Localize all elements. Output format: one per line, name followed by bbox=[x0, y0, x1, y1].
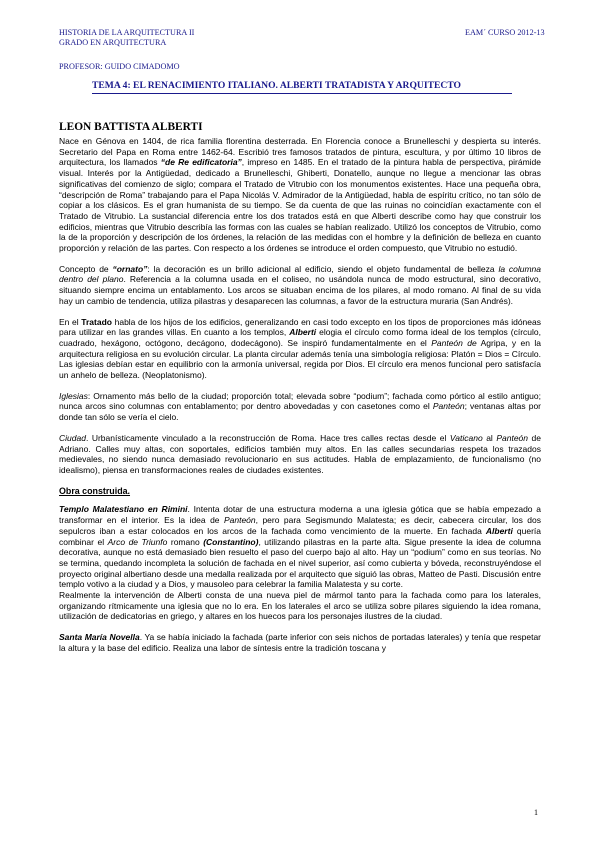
school-year: EAM´ CURSO 2012-13 bbox=[465, 28, 545, 37]
works-heading: Obra construida. bbox=[59, 485, 131, 496]
theme-underline bbox=[92, 93, 512, 94]
paragraph-rimini: Templo Malatestiano en Rimini. Intenta dotar de una estructura moderna a una iglesia gótica que se había empezado a transformar en el interior. Es la idea de Panteón, pero para Segismundo Malatesta; es decir, cabecera circular, los dos sepulcros iban a estar colocados en los arcos de la fachada como vencimiento de la muerte. En fachada Alberti quería combinar el Arco de Triunfo romano (Constantino), utilizando pilastras en la parte alta. Sigue presente la idea de columna decorativa, aunque no está demasiado bien resuelto el paso del cuerpo bajo al alto. Hay un “podium” como en sus teorías. No se termina, quedando incompleta la solución de fachada en el nivel superior, así como cubierta y bóveda, reconstruyéndose el proyecto original albertiano desde una medalla realizada por el arquitecto que siguió las obras, Matteo de Pasti. Discusión entre templo votivo a la ciudad y a Dios, y mausoleo para celebrar la familia Malatesta y su corte. bbox=[59, 504, 541, 590]
paragraph-ornato: Concepto de “ornato”: la decoración es un brillo adicional al edificio, siendo el objeto fundamental de belleza la columna dentro del plano. Referencia a la columna usada en el coliseo, no usándola nunca de modo estructural, sino decorativo, situando siempre encima un entablamento. Los arcos se situaban encima de los pilares, al modo romano. Al final de su vida hay un cambio de tendencia, utiliza pilastras y desaparecen las columnas, a favor de la estructura muraria (San Andrés). bbox=[59, 263, 541, 306]
paragraph-rimini-marble: Realmente la intervención de Alberti consta de una nueva piel de mármol tanto para la fachada como para los laterales, organizando rítmicamente una iglesia que no lo era. En los laterales el arco se utiliza sobre pilares siguiendo la idea romana, utilización de dedicatorias en griego, y altares en los huecos para los personajes ilustres de la ciudad. bbox=[59, 590, 541, 622]
course-header bbox=[59, 28, 194, 48]
section-title: LEON BATTISTA ALBERTI bbox=[59, 121, 203, 133]
paragraph-ciudad: Ciudad. Urbanísticamente vinculado a la reconstrucción de Roma. Hace tres calles rectas desde el Vaticano al Panteón de Adriano. Calles muy altas, con soportales, edificios también muy altos. En las calles secundarias respeta los trazados medievales, no siendo nunca demasiado revolucionario en sus actitudes. Habla de emplazamiento, de funcionalismo (no idealismo), piensa en transformaciones reales de ciudades existentes. bbox=[59, 432, 541, 475]
paragraph-iglesias: Iglesias: Ornamento más bello de la ciudad; proporción total; elevada sobre “podium”; fachada como pórtico al estilo antiguo; nunca arcos sino columnas con entablamento; por dentro abovedadas y con casetones como el Panteón; ventanas altas por donde tan sólo se vería el cielo. bbox=[59, 390, 541, 423]
paragraph-santa-maria-novella: Santa María Novella. Ya se había iniciado la fachada (parte inferior con seis nichos de portadas laterales) y tenía que respetar la altura y la base del edificio. Realiza una labor de síntesis entre la tradición toscana y bbox=[59, 632, 541, 653]
paragraph-biography: Nace en Génova en 1404, de rica familia florentina desterrada. En Florencia conoce a Brunelleschi y despierta su interés. Secretario del Papa en Roma entre 1462-64. Escribió tres famosos tratados de pintura, escultura, y por último 10 libros de arquitectura, los llamados “de Re edificatoria”, impreso en 1485. En el tratado de la pintura habla de perspectiva, pirámide visual. Interés por la Antigüedad, dedicado a Brunelleschi, Ghiberti, Donatello, aunque no llegue a mencionar las obras significativas del comienzo de siglo; compara el Tratado de Vitrubio con los monumentos existentes. Hace una pequeña obra, “descripción de Roma” trabajando para el Papa Nicolás V. Admirador de la Antigüedad, habla de espíritu crítico, no tan sólo de copiar a los clásicos. Es el gran humanista de su tiempo. Se da cuenta de que las ruinas no coincidían exactamente con el Tratado de Vitrubio. La sustancial diferencia entre los dos tratados está en que Alberti describe como hay que construir los edificios, mientras que Vitrubio describía las formas con las cuales se habían realizado. Utilizó los conceptos de Vitrubio, como la de la proporción y descripción de los órdenes, la relación de las medidas con el hombre y la definición de belleza en cuanto proporción y relación de las partes. Con respecto a los órdenes se introduce el orden compuesto, que Vitrubio no estudió. bbox=[59, 136, 541, 254]
paragraph-tratado: En el Tratado habla de los hijos de los edificios, generalizando en casi todo excepto en los tipos de proporciones más idóneas para utilizar en las grandes villas. En cuanto a los templos, Alberti elogia el círculo como forma ideal de los templos (círculo, cuadrado, hexágono, octógono, decágono, dodecágono). Se inspiró fundamentalmente en el Panteón de Agripa, y en la arquitectura religiosa en su evolución circular. La planta circular además tenía una simbología religiosa: Platón = Dios = Círculo. Las iglesias debían estar en equilibrio con la armonía universal, regida por Dios. El círculo era menos funcional pero satisfacía un anhelo de belleza. (Neoplatonismo). bbox=[59, 316, 541, 381]
theme-title: TEMA 4: EL RENACIMIENTO ITALIANO. ALBERTI TRATADISTA Y ARQUITECTO bbox=[92, 80, 462, 91]
document-body bbox=[59, 136, 541, 664]
degree-name: GRADO EN ARQUITECTURA bbox=[59, 38, 167, 47]
professor-name: PROFESOR: GUIDO CIMADOMO bbox=[59, 62, 180, 71]
treatise-title: “de Re edificatoria” bbox=[160, 157, 242, 168]
course-name: HISTORIA DE LA ARQUITECTURA II bbox=[59, 28, 195, 37]
page-number: 1 bbox=[534, 808, 538, 817]
